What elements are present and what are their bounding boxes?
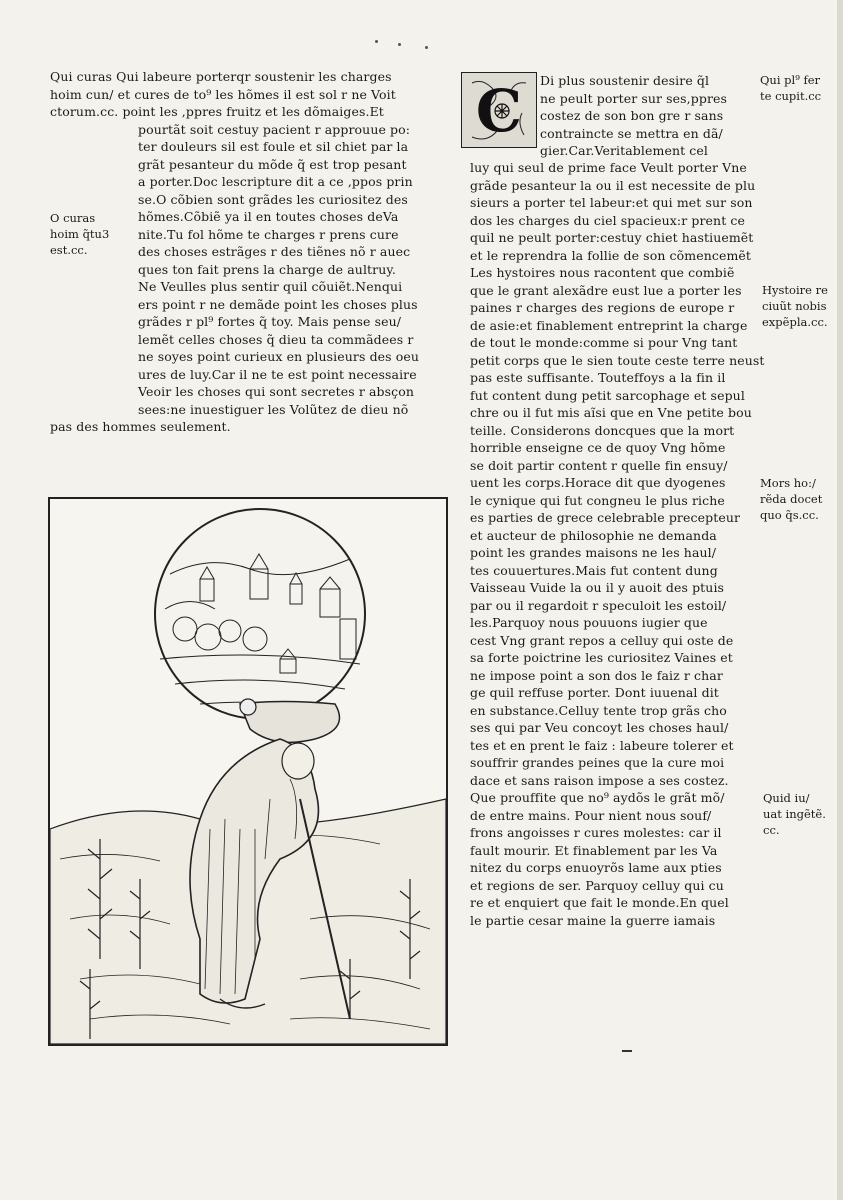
- text-line: Hystoire re: [762, 283, 828, 297]
- text-line: dace et sans raison impose a ses costez.: [470, 772, 729, 788]
- text-line: ne soyes point curieux en plusieurs des oeu: [138, 349, 420, 364]
- text-line: pas des hommes seulement.: [50, 419, 231, 434]
- text-line: hõmes.Cõbiẽ ya il en toutes choses deVa: [138, 209, 399, 224]
- text-line: paines r charges des regions de europe r: [470, 300, 735, 315]
- text-line: quil ne peult porter:cestuy chiet hastiuemẽt: [470, 230, 754, 245]
- ink-speck: [425, 46, 428, 49]
- text-line: contraincte se mettra en dã/: [540, 125, 723, 141]
- text-line: Qui pl⁹ fer: [760, 73, 821, 87]
- text-line: Qui curas Qui labeure porterqr soustenir les charges: [50, 69, 392, 84]
- text-line: dos les charges du ciel spacieux:r prent ce: [470, 212, 746, 228]
- text-line: lemẽt celles choses q̃ dieu ta commãdees r: [138, 331, 414, 347]
- text-line: grãde pesanteur la ou il est necessite de plu: [470, 177, 756, 193]
- text-line: a porter.Doc lescripture dit a ce ,ppos prin: [138, 174, 413, 189]
- text-line: est.cc.: [50, 243, 88, 257]
- decorated-initial: [461, 72, 537, 148]
- text-line: souffrir grandes peines que la cure moi: [470, 755, 725, 770]
- right-margin-note: [763, 790, 826, 838]
- text-line: hoim cun/ et cures de to⁹ les hõmes il est sol r ne Voit: [50, 86, 396, 102]
- text-line: ter douleurs sil est foule et sil chiet par la: [138, 139, 409, 154]
- text-line: des choses estrãges r des tiẽnes nõ r auec: [138, 244, 411, 259]
- ink-speck: [375, 40, 378, 43]
- text-line: sees:ne inuestiguer les Volũtez de dieu nõ: [138, 401, 409, 417]
- text-line: ne peult porter sur ses,ppres: [540, 90, 728, 106]
- right-margin-note: [762, 282, 828, 330]
- text-line: gier.Car.Veritablement cel: [540, 143, 708, 158]
- text-line: cc.: [763, 823, 780, 837]
- text-line: chre ou il fut mis aĩsi que en Vne petite bou: [470, 405, 752, 420]
- text-line: pas este suffisante. Touteffoys a la fin il: [470, 370, 726, 385]
- text-line: O curas: [50, 211, 96, 225]
- woodcut-illustration: [48, 497, 448, 1046]
- text-line: le partie cesar maine la guerre iamais: [470, 912, 716, 928]
- text-line: et aucteur de philosophie ne demanda: [470, 527, 717, 543]
- text-line: ses qui par Veu concoyt les choses haul/: [470, 720, 729, 735]
- text-line: se doit partir content r quelle fin ensuy/: [470, 457, 728, 473]
- text-line: quo q̃s.cc.: [760, 508, 819, 522]
- text-line: en substance.Celluy tente trop grãs cho: [470, 702, 727, 718]
- text-line: petit corps que le sien toute ceste terre neust: [470, 352, 765, 368]
- right-column-opening: [540, 72, 750, 160]
- text-line: ne impose point a son dos le faiz r char: [470, 667, 723, 683]
- text-line: re et enquiert que fait le monde.En quel: [470, 895, 729, 910]
- text-line: le cynique qui fut congneu le plus riche: [470, 492, 725, 508]
- text-line: grãdes r pl⁹ fortes q̃ toy. Mais pense seu/: [138, 314, 402, 329]
- text-line: frons angoisses r cures molestes: car il: [470, 825, 722, 840]
- text-line: Quid iu/: [763, 791, 810, 805]
- text-line: se.O cõbien sont grãdes les curiositez des: [138, 191, 408, 207]
- text-line: teille. Considerons doncques que la mort: [470, 422, 735, 438]
- text-line: de tout le monde:comme si pour Vng tant: [470, 335, 738, 350]
- text-line: Mors ho:/: [760, 476, 816, 490]
- text-line: luy qui seul de prime face Veult porter Vne: [470, 160, 747, 175]
- text-line: Vaisseau Vuide la ou il y auoit des ptuis: [470, 580, 725, 595]
- text-line: sa forte poictrine les curiositez Vaines et: [470, 650, 733, 665]
- text-line: costez de son bon gre r sans: [540, 108, 724, 123]
- text-line: sieurs a porter tel labeur:et qui met sur son: [470, 195, 753, 210]
- text-line: nite.Tu fol hõme te charges r prens cure: [138, 226, 399, 242]
- text-line: pourtãt soit cestuy pacient r approuue po:: [138, 121, 411, 137]
- text-line: hoim q̃tu3: [50, 227, 110, 241]
- right-margin-note: [760, 475, 822, 523]
- right-margin-note: [760, 72, 821, 104]
- text-line: ge quil reffuse porter. Dont iuuenal dit: [470, 685, 719, 700]
- text-line: Di plus soustenir desire q̃l: [540, 73, 710, 88]
- text-line: ciuũt nobis: [762, 299, 827, 313]
- text-line: expẽpla.cc.: [762, 315, 828, 329]
- text-line: et regions de ser. Parquoy celluy qui cu: [470, 877, 724, 893]
- text-line: les.Parquoy nous pouuons iugier que: [470, 615, 708, 630]
- text-line: Veoir les choses qui sont secretes r absçon: [138, 384, 415, 399]
- text-line: Les hystoires nous racontent que combiẽ: [470, 265, 735, 280]
- text-line: uent les corps.Horace dit que dyogenes: [470, 475, 726, 490]
- text-line: que le grant alexãdre eust lue a porter les: [470, 282, 742, 298]
- text-line: grãt pesanteur du mõde q̃ est trop pesant: [138, 156, 407, 172]
- text-line: ques ton fait prens la charge de aultruy.: [138, 261, 396, 277]
- left-margin-note: [50, 210, 109, 258]
- bottom-mark: [622, 1050, 632, 1052]
- right-column-text: [470, 159, 765, 929]
- ink-speck: [398, 43, 401, 46]
- text-line: horrible enseigne ce de quoy Vng hõme: [470, 440, 726, 455]
- text-line: de asie:et finablement entreprint la charge: [470, 317, 748, 333]
- text-line: et le reprendra la follie de son cõmencemẽt: [470, 247, 752, 263]
- svg-text:C: C: [475, 77, 523, 145]
- text-line: par ou il regardoit r speculoit les estoil/: [470, 597, 727, 613]
- text-line: rẽda docet: [760, 492, 823, 506]
- page-edge: [837, 0, 843, 1200]
- text-line: de entre mains. Pour nient nous souf/: [470, 807, 712, 823]
- text-line: ures de luy.Car il ne te est point necessaire: [138, 366, 417, 382]
- text-line: fault mourir. Et finablement par les Va: [470, 842, 718, 858]
- text-line: uat ingẽtẽ.: [763, 807, 826, 821]
- text-line: tes couuertures.Mais fut content dung: [470, 562, 718, 578]
- text-line: ctorum.cc. point les ,ppres fruitz et les dõmaiges.Et: [50, 104, 384, 119]
- text-line: ers point r ne demãde point les choses plus: [138, 296, 418, 312]
- text-line: nitez du corps enuoyrõs lame aux pties: [470, 860, 722, 875]
- text-line: cest Vng grant repos a celluy qui oste de: [470, 632, 734, 648]
- text-line: tes et en prent le faiz : labeure tolerer et: [470, 737, 734, 753]
- text-line: fut content dung petit sarcophage et sepul: [470, 387, 745, 403]
- text-line: es parties de grece celebrable precepteur: [470, 510, 741, 525]
- text-line: Que prouffite que no⁹ aydõs le grãt mõ/: [470, 790, 725, 805]
- left-column-text: [50, 68, 450, 436]
- text-line: te cupit.cc: [760, 89, 822, 103]
- text-line: Ne Veulles plus sentir quil cõuiẽt.Nenqui: [138, 279, 403, 294]
- text-line: point les grandes maisons ne les haul/: [470, 545, 717, 560]
